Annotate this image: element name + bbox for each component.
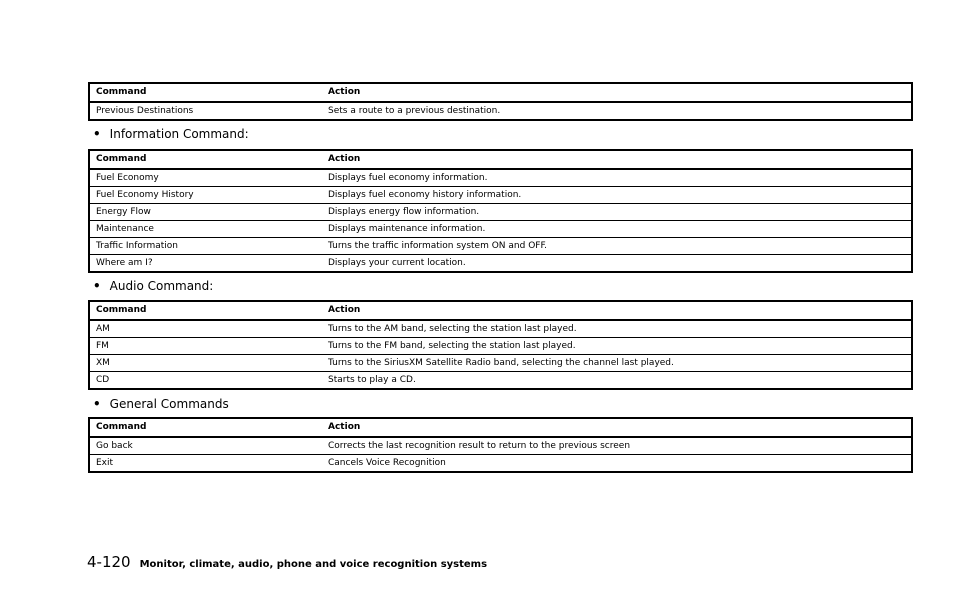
section-heading-information xyxy=(93,127,249,141)
table-row xyxy=(89,204,912,221)
previous-destinations-table xyxy=(88,82,913,121)
action-cell: Corrects the last recognition result to return to the previous screen xyxy=(322,437,912,455)
command-cell: FM xyxy=(89,338,322,355)
information-command-table xyxy=(88,149,913,273)
command-column-header: Command xyxy=(89,301,322,320)
command-cell: Traffic Information xyxy=(89,238,322,255)
command-cell: Fuel Economy History xyxy=(89,187,322,204)
table-row xyxy=(89,320,912,338)
command-cell: Exit xyxy=(96,458,114,468)
table-header-row xyxy=(89,301,912,320)
action-cell: Turns the traffic information system ON and OFF. xyxy=(322,238,912,255)
table-header-row xyxy=(89,83,912,102)
table-row xyxy=(89,169,912,187)
bullet-icon: • xyxy=(93,397,101,411)
action-cell: Starts to play a CD. xyxy=(328,375,416,385)
bullet-icon: • xyxy=(93,279,101,293)
command-cell: Go back xyxy=(89,437,322,455)
action-cell: Turns to the SiriusXM Satellite Radio band, selecting the channel last played. xyxy=(322,355,912,372)
action-cell: Displays energy flow information. xyxy=(322,204,912,221)
page-number: 4-120 xyxy=(87,553,131,571)
table-header-row xyxy=(89,150,912,169)
command-column-header: Command xyxy=(89,418,322,437)
table-row xyxy=(89,355,912,372)
section-title: Audio Command: xyxy=(109,279,214,293)
table-row xyxy=(89,437,912,455)
command-cell: Maintenance xyxy=(89,221,322,238)
section-heading-audio xyxy=(93,279,213,293)
table-row xyxy=(89,187,912,204)
action-column-header: Action xyxy=(322,83,912,102)
action-cell: Displays fuel economy history information. xyxy=(322,187,912,204)
action-cell: Turns to the FM band, selecting the station last played. xyxy=(322,338,912,355)
table-row xyxy=(89,338,912,355)
table-row xyxy=(89,255,912,273)
command-cell: CD xyxy=(96,375,110,385)
table-row xyxy=(89,372,912,390)
action-column-header: Action xyxy=(322,150,912,169)
audio-command-table xyxy=(88,300,913,390)
table-row xyxy=(89,455,912,473)
action-column-header: Action xyxy=(322,418,912,437)
table-row xyxy=(89,102,912,120)
table-header-row xyxy=(89,418,912,437)
chapter-title: Monitor, climate, audio, phone and voice recognition systems xyxy=(139,559,488,570)
command-cell: Where am I? xyxy=(96,258,153,268)
section-title: General Commands xyxy=(109,397,229,411)
command-column-header: Command xyxy=(89,83,322,102)
action-cell: Displays maintenance information. xyxy=(322,221,912,238)
section-heading-general xyxy=(93,397,229,411)
command-column-header: Command xyxy=(89,150,322,169)
action-cell: Turns to the AM band, selecting the station last played. xyxy=(322,320,912,338)
action-cell: Displays your current location. xyxy=(328,258,466,268)
bullet-icon: • xyxy=(93,127,101,141)
command-cell: Energy Flow xyxy=(89,204,322,221)
command-cell: XM xyxy=(89,355,322,372)
command-cell: Previous Destinations xyxy=(96,106,194,116)
action-cell: Sets a route to a previous destination. xyxy=(328,106,501,116)
action-cell: Cancels Voice Recognition xyxy=(328,458,446,468)
command-cell: Fuel Economy xyxy=(89,169,322,187)
action-column-header: Action xyxy=(322,301,912,320)
command-cell: AM xyxy=(89,320,322,338)
table-row xyxy=(89,221,912,238)
page-footer xyxy=(87,553,487,571)
general-commands-table xyxy=(88,417,913,473)
section-title: Information Command: xyxy=(109,127,249,141)
table-row xyxy=(89,238,912,255)
action-cell: Displays fuel economy information. xyxy=(322,169,912,187)
